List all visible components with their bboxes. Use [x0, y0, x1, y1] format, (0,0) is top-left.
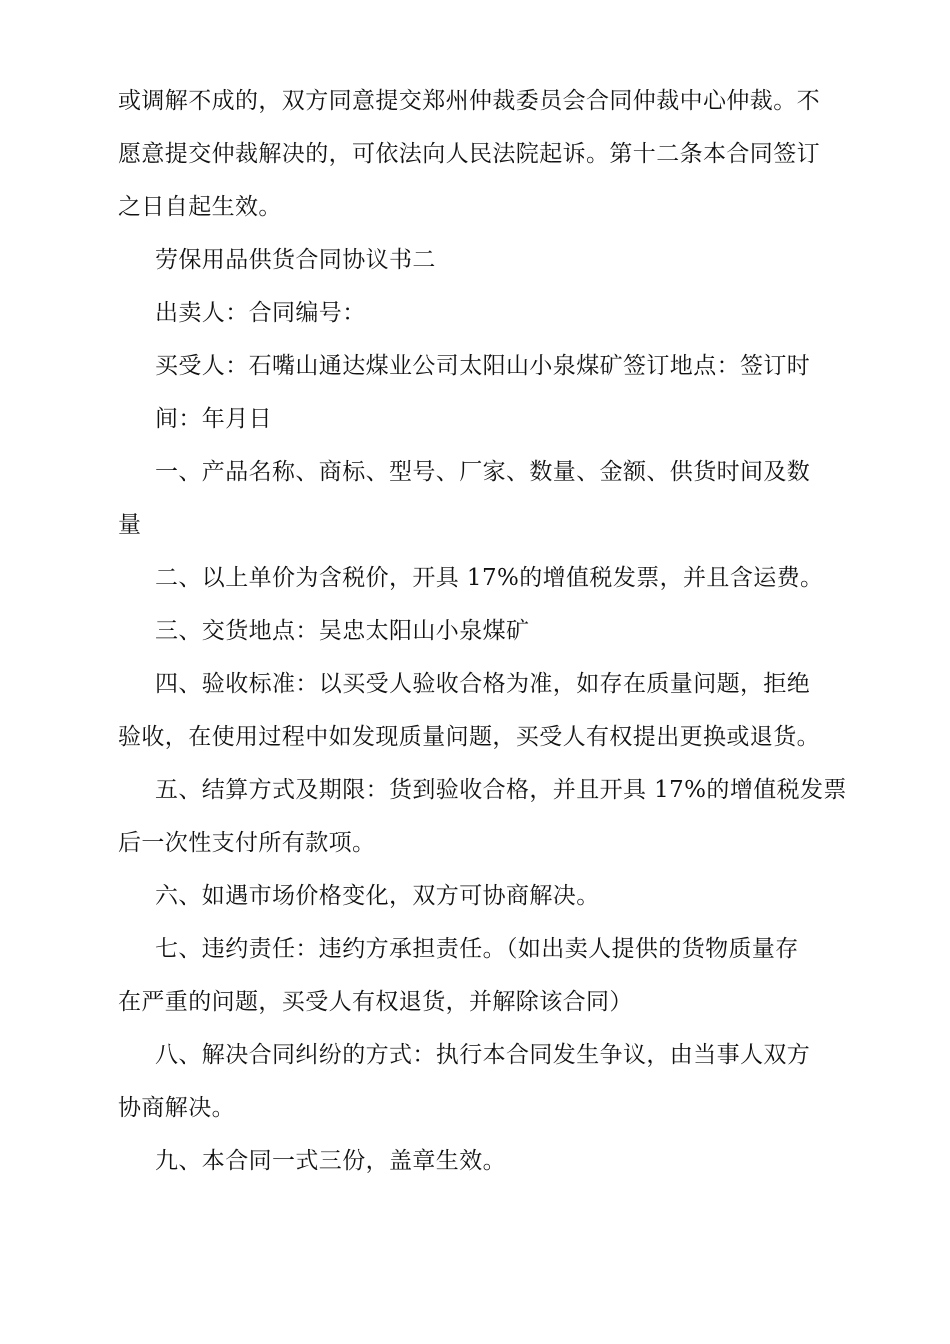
text-line: 之日自起生效。 — [118, 194, 282, 220]
text-line: 或调解不成的，双方同意提交郑州仲裁委员会合同仲裁中心仲裁。不 — [118, 88, 820, 114]
text-line: 出卖人：合同编号： — [155, 300, 366, 326]
text-line: 验收，在使用过程中如发现质量问题，买受人有权提出更换或退货。 — [118, 724, 820, 750]
clause-line: 五、结算方式及期限：货到验收合格，并且开具 17%的增值税发票 — [155, 777, 847, 803]
text-line: 愿意提交仲裁解决的，可依法向人民法院起诉。第十二条本合同签订 — [118, 141, 820, 167]
clause-line: 八、解决合同纠纷的方式：执行本合同发生争议，由当事人双方 — [155, 1042, 811, 1068]
text-line: 间：年月日 — [155, 406, 272, 432]
text-line: 量 — [118, 512, 142, 538]
text-line: 在严重的问题，买受人有权退货，并解除该合同） — [118, 989, 633, 1015]
clause-line: 一、产品名称、商标、型号、厂家、数量、金额、供货时间及数 — [155, 459, 811, 485]
clause-line: 四、验收标准：以买受人验收合格为准，如存在质量问题，拒绝 — [155, 671, 811, 697]
text-line: 后一次性支付所有款项。 — [118, 830, 376, 856]
clause-line: 九、本合同一式三份，盖章生效。 — [155, 1148, 506, 1174]
clause-line: 三、交货地点：吴忠太阳山小泉煤矿 — [155, 618, 530, 644]
clause-line: 二、以上单价为含税价，开具 17%的增值税发票，并且含运费。 — [155, 565, 824, 591]
section-title: 劳保用品供货合同协议书二 — [155, 247, 436, 273]
clause-line: 七、违约责任：违约方承担责任。（如出卖人提供的货物质量存 — [155, 936, 799, 962]
text-line: 买受人：石嘴山通达煤业公司太阳山小泉煤矿签订地点：签订时 — [155, 353, 811, 379]
clause-line: 六、如遇市场价格变化，双方可协商解决。 — [155, 883, 600, 909]
text-line: 协商解决。 — [118, 1095, 235, 1121]
